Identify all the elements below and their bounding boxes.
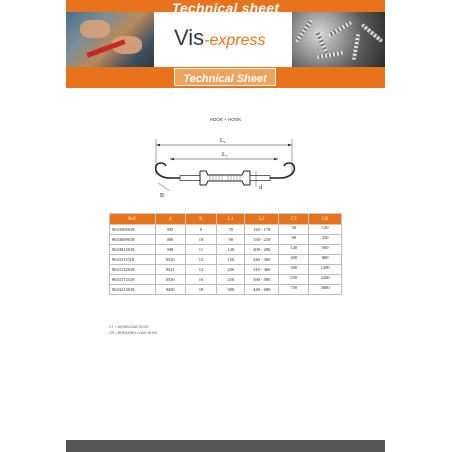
cell-ref: 9633609018 [110,235,156,245]
cell-b: 18 [185,285,217,295]
header [66,0,385,88]
cell-ref: 9633111518 [110,255,156,265]
cell-cr: 1200 [309,265,342,275]
cell-cr: 120 [309,225,342,235]
cell-cr: 320 [309,235,342,245]
d-label: d [259,185,262,191]
cell-b: 14 [185,265,217,275]
technical-sheet-page [66,0,385,452]
cell-cr: 560 [309,245,342,255]
footer-bar [66,440,385,452]
cell-ct: 30 [279,225,309,235]
drawing-title: HOOK + HOOK [209,117,242,122]
cell-l1: 300 [217,285,245,295]
turnbuckle-drawing [146,127,306,205]
cell-ref: 9633132018 [110,265,156,275]
table-row [110,285,342,295]
cell-ct: 750 [279,285,309,295]
left-hook [156,163,180,178]
table-row [110,275,342,285]
header-ct: CT [279,214,309,225]
header-top-title: Technical sheet [171,0,280,12]
cell-l2: 120 - 178 [245,225,279,235]
header-cr: CR [309,214,342,225]
table-row [110,225,342,235]
cell-b: 16 [185,275,217,285]
right-hook [270,163,294,178]
logo [154,12,292,67]
screws-photo [292,12,385,67]
workshop-photo [66,12,154,67]
table-row [110,235,342,245]
cell-l2: 390 - 580 [245,275,279,285]
b-label: B [160,193,165,199]
cell-l2: 150 - 218 [245,235,279,245]
logo-vis-text: Vis [174,25,205,50]
cell-ct: 550 [279,275,309,285]
cell-cr: 2200 [309,275,342,285]
cell-l1: 120 [217,245,245,255]
cell-d: M6 [155,235,185,245]
cell-l1: 250 [217,275,245,285]
table-row [110,255,342,265]
cell-ct: 300 [279,265,309,275]
table-notes [109,324,309,336]
logo-express-text: -express [204,32,266,49]
cell-d: M20 [155,285,185,295]
header-l1: L1 [217,214,245,225]
header-d: d [155,214,185,225]
cell-b: 11 [185,245,217,255]
cell-ct: 80 [279,235,309,245]
cell-d: M16 [155,275,185,285]
cell-b: 9 [185,225,217,235]
header-b: B [185,214,217,225]
cell-ref: 9633812018 [110,245,156,255]
header-l2: L2 [245,214,279,225]
table-header-row [110,214,342,225]
cell-l2: 440 - 680 [245,285,279,295]
cell-l1: 200 [217,265,245,275]
cell-b: 12 [185,255,217,265]
cell-ct: 200 [279,255,309,265]
cell-d: M8 [155,245,185,255]
cell-l1: 150 [217,255,245,265]
cell-l2: 200 - 290 [245,245,279,255]
note-breaking-load: CR = BREAKING LOAD IN KG [109,331,158,335]
cell-b: 10 [185,235,217,245]
cell-cr: 800 [309,255,342,265]
header-ref: Ref. [110,214,156,225]
l1-label: L₁ [222,152,228,158]
cell-l1: 90 [217,235,245,245]
cell-l1: 70 [217,225,245,235]
header-top-bar [66,0,385,12]
l2-label: L₂ [220,138,226,144]
header-bottom-bar [66,67,385,88]
banner-text: Technical Sheet [183,73,267,85]
note-workload: CT = WORKLOAD IN KG [109,325,149,329]
table-row [110,245,342,255]
cell-d: M10 [155,255,185,265]
cell-l2: 240 - 360 [245,255,279,265]
cell-ref: 9633172518 [110,275,156,285]
technical-sheet-banner [174,68,276,86]
cell-ref: 9633505018 [110,225,156,235]
cell-ct: 140 [279,245,309,255]
cell-ref: 9633213018 [110,285,156,295]
cell-l2: 310 - 460 [245,265,279,275]
cell-d: M5 [155,225,185,235]
table-row [110,265,342,275]
cell-d: M12 [155,265,185,275]
specification-table [109,213,342,295]
cell-cr: 3000 [309,285,342,295]
